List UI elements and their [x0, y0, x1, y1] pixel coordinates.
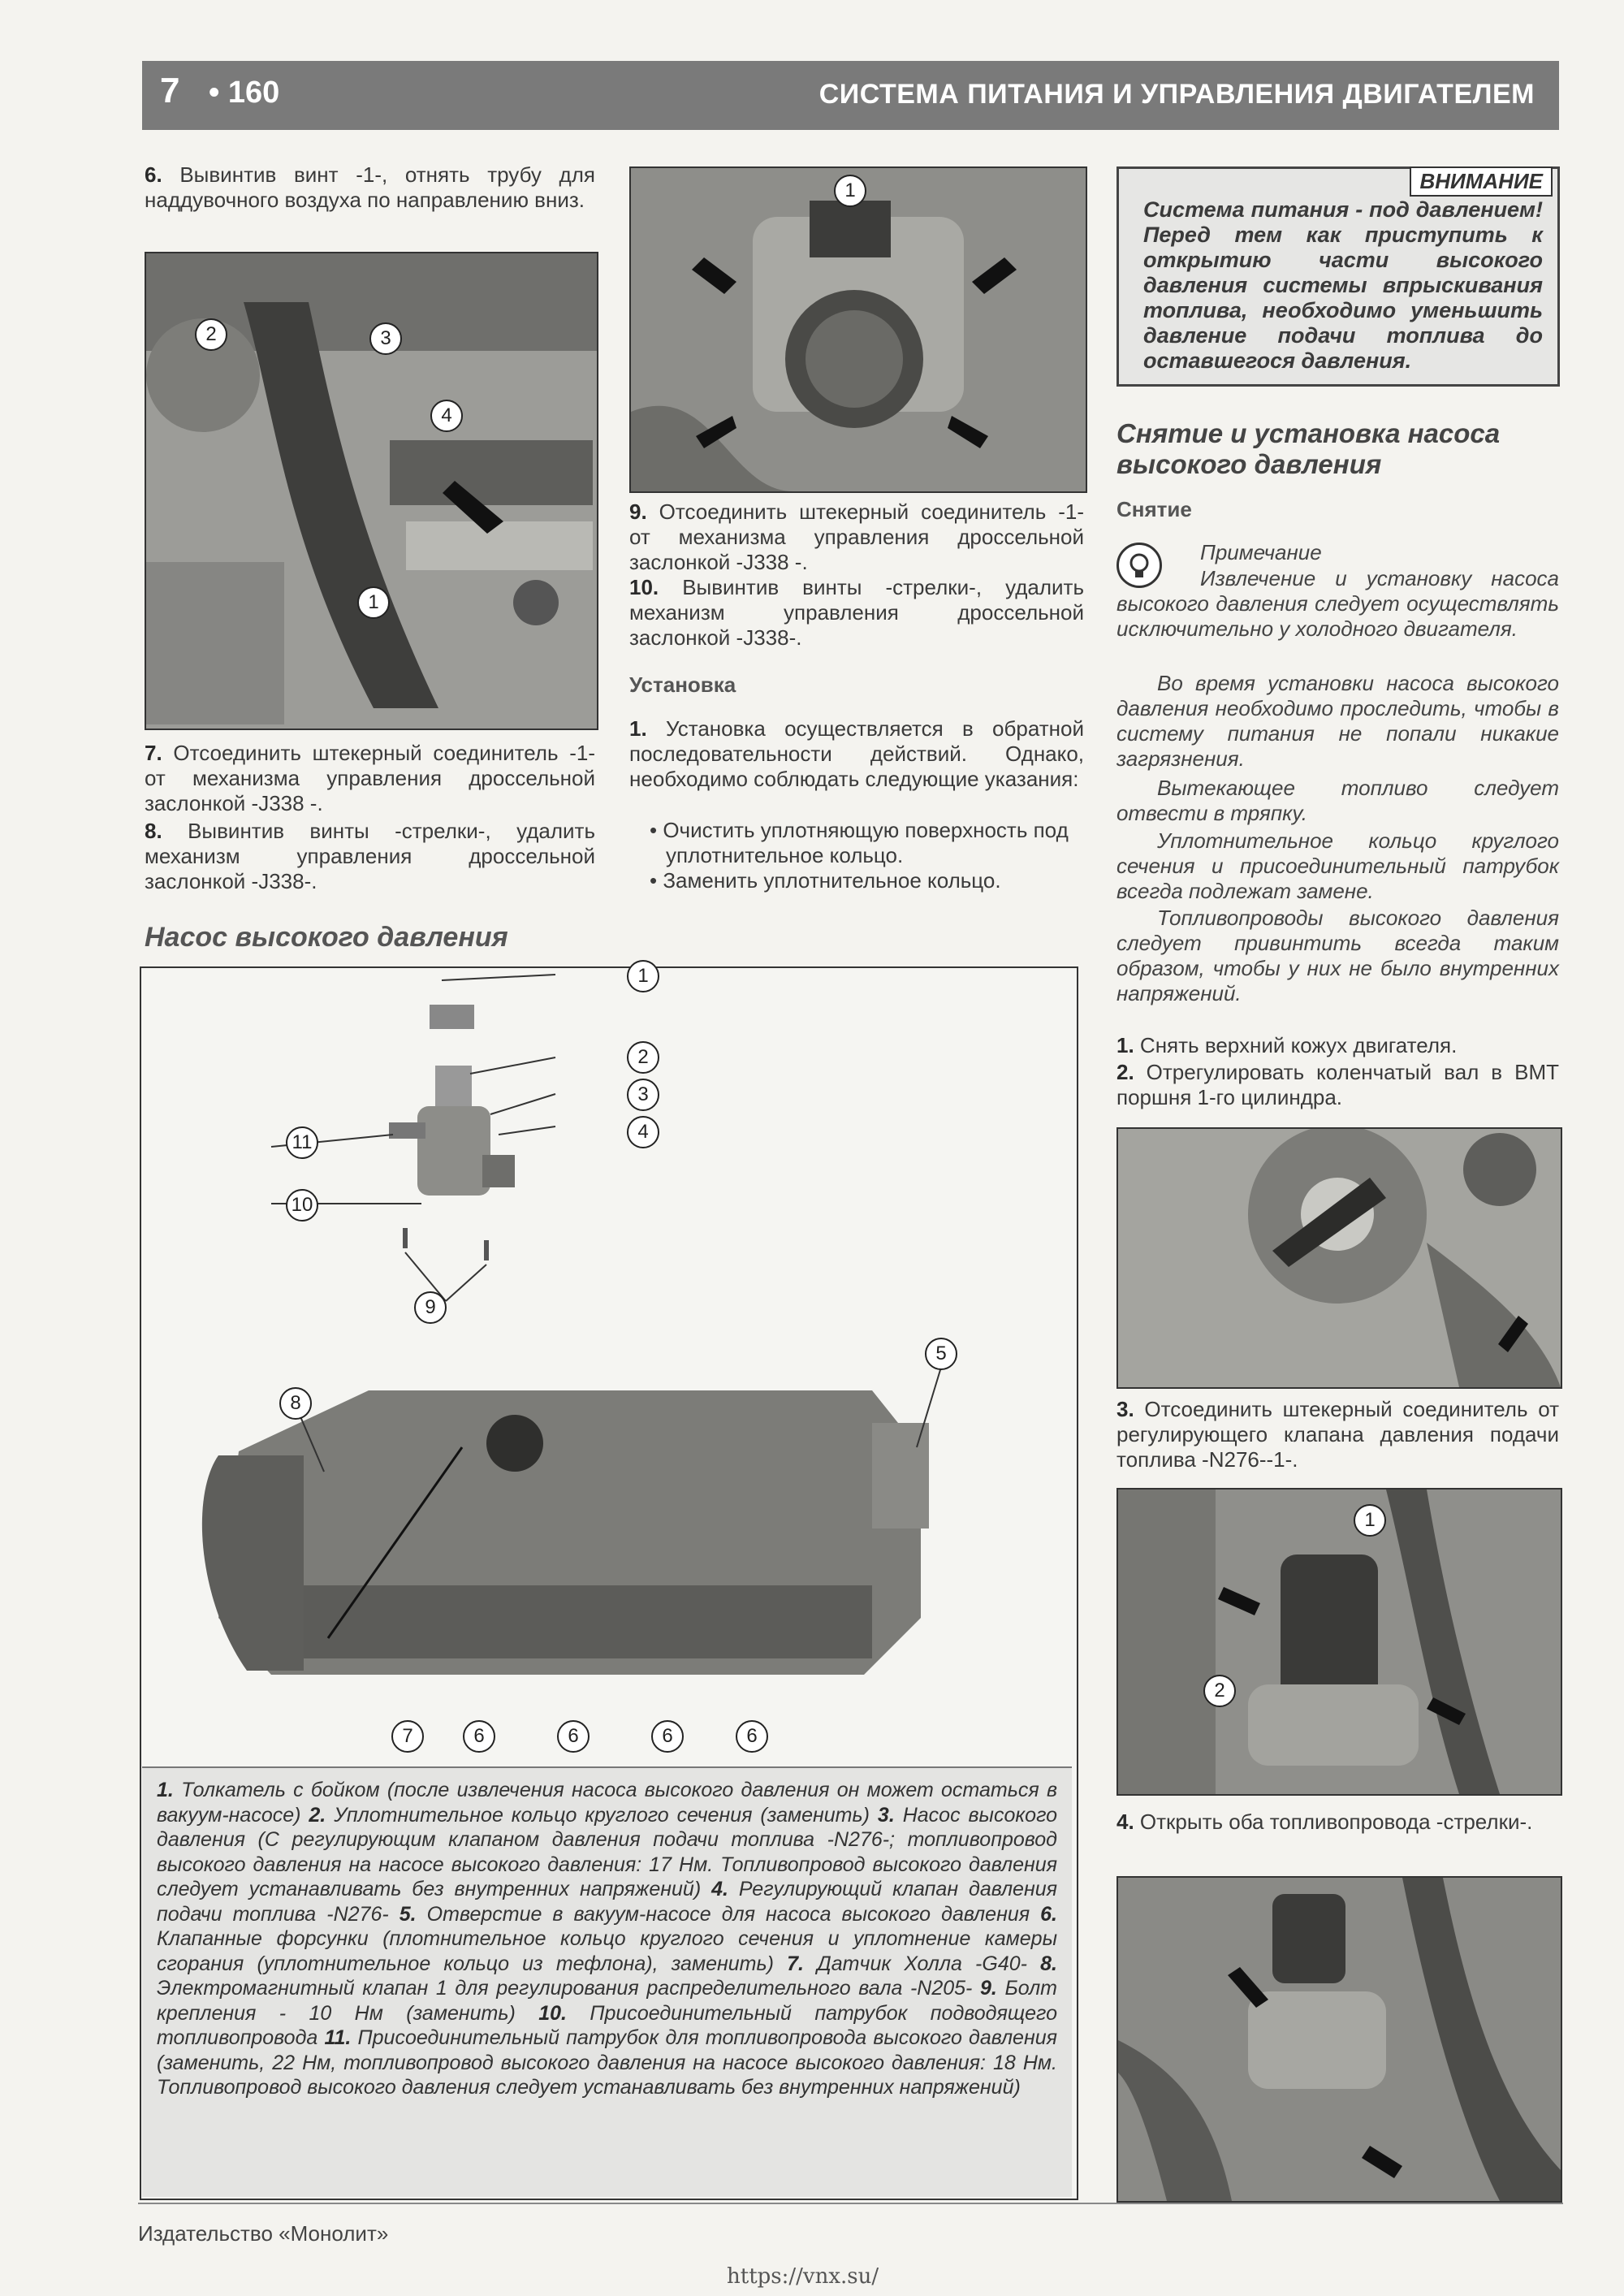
step-7: 7. Отсоединить штекерный соединитель -1- от механизма управления дроссельной заслонкой -J338 -.	[145, 741, 595, 815]
install-bullets	[629, 818, 1084, 893]
note-paragraph-2: Во время установки насоса высокого давления необходимо проследить, чтобы в систему питания не попали никакие загрязнения.	[1116, 671, 1559, 771]
callout-9: 9	[414, 1291, 447, 1324]
note-paragraph-3: Вытекающее топливо следует отвести в тряпку.	[1116, 776, 1559, 825]
note-paragraph-5: Топливопроводы высокого давления следует привинтить всегда таким образом, чтобы у них не было внутренних напряжений.	[1116, 906, 1559, 1005]
callout-6: 6	[557, 1720, 590, 1753]
step-8: 8. Вывинтив винты -стрелки-, удалить механизм управления дроссельной заслонкой -J338-.	[145, 819, 595, 893]
callout-6: 6	[651, 1720, 684, 1753]
install-title: Установка	[629, 672, 736, 697]
step-10: 10. Вывинтив винты -стрелки-, удалить механизм управления дроссельной заслонкой -J338-.	[629, 575, 1084, 650]
callout-7: 7	[391, 1720, 424, 1753]
callout-3: 3	[369, 322, 402, 355]
photo-charge-air-pipe	[145, 252, 598, 730]
callout-6: 6	[463, 1720, 495, 1753]
photo-fuel-lines	[1116, 1876, 1562, 2203]
chapter-title: СИСТЕМА ПИТАНИЯ И УПРАВЛЕНИЯ ДВИГАТЕЛЕМ	[818, 79, 1535, 110]
callout-3: 3	[627, 1079, 659, 1111]
publisher: Издательство «Монолит»	[138, 2221, 389, 2246]
callout-5: 5	[925, 1338, 957, 1370]
page-header	[142, 61, 1559, 130]
fuel-lines-photo	[1118, 1878, 1561, 2201]
callout-2: 2	[627, 1041, 659, 1074]
removal-step-2: 2. Отрегулировать коленчатый вал в ВМТ поршня 1-го цилиндра.	[1116, 1060, 1559, 1109]
callout-10: 10	[286, 1189, 318, 1222]
callout-4: 4	[430, 400, 463, 432]
step-9: 9. Отсоединить штекерный соединитель -1- от механизма управления дроссельной заслонкой -J338 -.	[629, 499, 1084, 574]
crankshaft-photo	[1118, 1129, 1561, 1387]
photo-throttle-body	[629, 166, 1087, 493]
warning-box	[1116, 166, 1560, 387]
connector-photo	[1118, 1490, 1561, 1794]
warning-tag: ВНИМАНИЕ	[1410, 166, 1553, 197]
photo-n276-connector	[1116, 1488, 1562, 1796]
page-number: • 160	[209, 76, 280, 110]
callout-1: 1	[834, 175, 866, 207]
bullet-1: • Очистить уплотняющую поверхность под уплотнительное кольцо.	[650, 818, 1069, 867]
callout-2: 2	[195, 318, 227, 351]
install-step-1: 1. Установка осуществляется в обратной последовательности действий. Однако, необходимо соблюдать следующие указания:	[629, 716, 1084, 791]
callout-1: 1	[1354, 1504, 1386, 1537]
callout-4: 4	[627, 1116, 659, 1148]
bullet-2: • Заменить уплотнительное кольцо.	[650, 868, 1001, 893]
removal-section-title: Снятие и установка насоса высокого давления	[1116, 418, 1501, 479]
callout-2: 2	[1203, 1675, 1236, 1707]
pump-legend: 1. Толкатель с бойком (после извлечения насоса высокого давления он может остаться в вакуум-насосе) 2. Уплотнительное кольцо круглого сечения (заменить) 3. Насос высокого давления (С регулирующим клапаном давления подачи топлива -N276-; топливопровод высокого давления на насосе высокого давления: 17 Нм. Топливопровод высокого давления следует устанавливать без внутренних напряжений) 4. Регулирующий клапан давления подачи топлива -N276- 5. Отверстие в вакуум-насосе для насоса высокого давления 6. Клапанные форсунки (плотнительное кольцо круглого сечения и уплотнение камеры сгорания (уплотнительное кольцо из тефлона), заменить) 7. Датчик Холла -G40- 8. Электромагнитный клапан 1 для регулирования распределительного вала -N205- 9. Болт крепления - 10 Нм (заменить) 10. Присоединительный патрубок подводящего топливопровода 11. Присоединительный патрубок для топливопровода высокого давления (заменить, 22 Нм, топливопровод высокого давления на насосе высокого давления: 18 Нм. Топливопровод высокого давления следует устанавливать без внутренних напряжений)	[142, 1766, 1072, 2197]
callout-11: 11	[286, 1126, 318, 1159]
throttle-body-photo	[631, 168, 1086, 491]
footer-url[interactable]: https://vnx.su/	[727, 2264, 879, 2289]
removal-step-4: 4. Открыть оба топливопровода -стрелки-.	[1116, 1810, 1533, 1834]
step-6: 6. Вывинтив винт -1-, отнять трубу для наддувочного воздуха по направлению вниз.	[145, 162, 595, 212]
pump-section-title: Насос высокого давления	[145, 922, 508, 953]
footer-rule	[138, 2203, 1563, 2204]
callout-1: 1	[627, 960, 659, 992]
chapter-number: 7	[160, 71, 182, 110]
removal-step-3: 3. Отсоединить штекерный соединитель от регулирующего клапана давления подачи топлива -N276--1-.	[1116, 1397, 1560, 1472]
warning-text: Система питания - под давлением! Перед тем как приступить к открытию части высокого давления системы впрыскивания топлива, необходимо уменьшить давление подачи топлива до оставшегося давления.	[1143, 197, 1543, 373]
removal-title: Снятие	[1116, 497, 1192, 521]
callout-6: 6	[736, 1720, 768, 1753]
note-label: Примечание	[1200, 540, 1322, 564]
removal-step-1: 1. Снять верхний кожух двигателя.	[1116, 1033, 1458, 1057]
callout-8: 8	[279, 1387, 312, 1420]
callout-1: 1	[357, 586, 390, 619]
photo-crankshaft	[1116, 1127, 1562, 1389]
note-text: Извлечение и установку насоса высокого давления следует осуществлять исключительно у холодного двигателя.	[1116, 566, 1559, 641]
note-paragraph-4: Уплотнительное кольцо круглого сечения и присоединительный патрубок всегда подлежат замене.	[1116, 828, 1559, 903]
